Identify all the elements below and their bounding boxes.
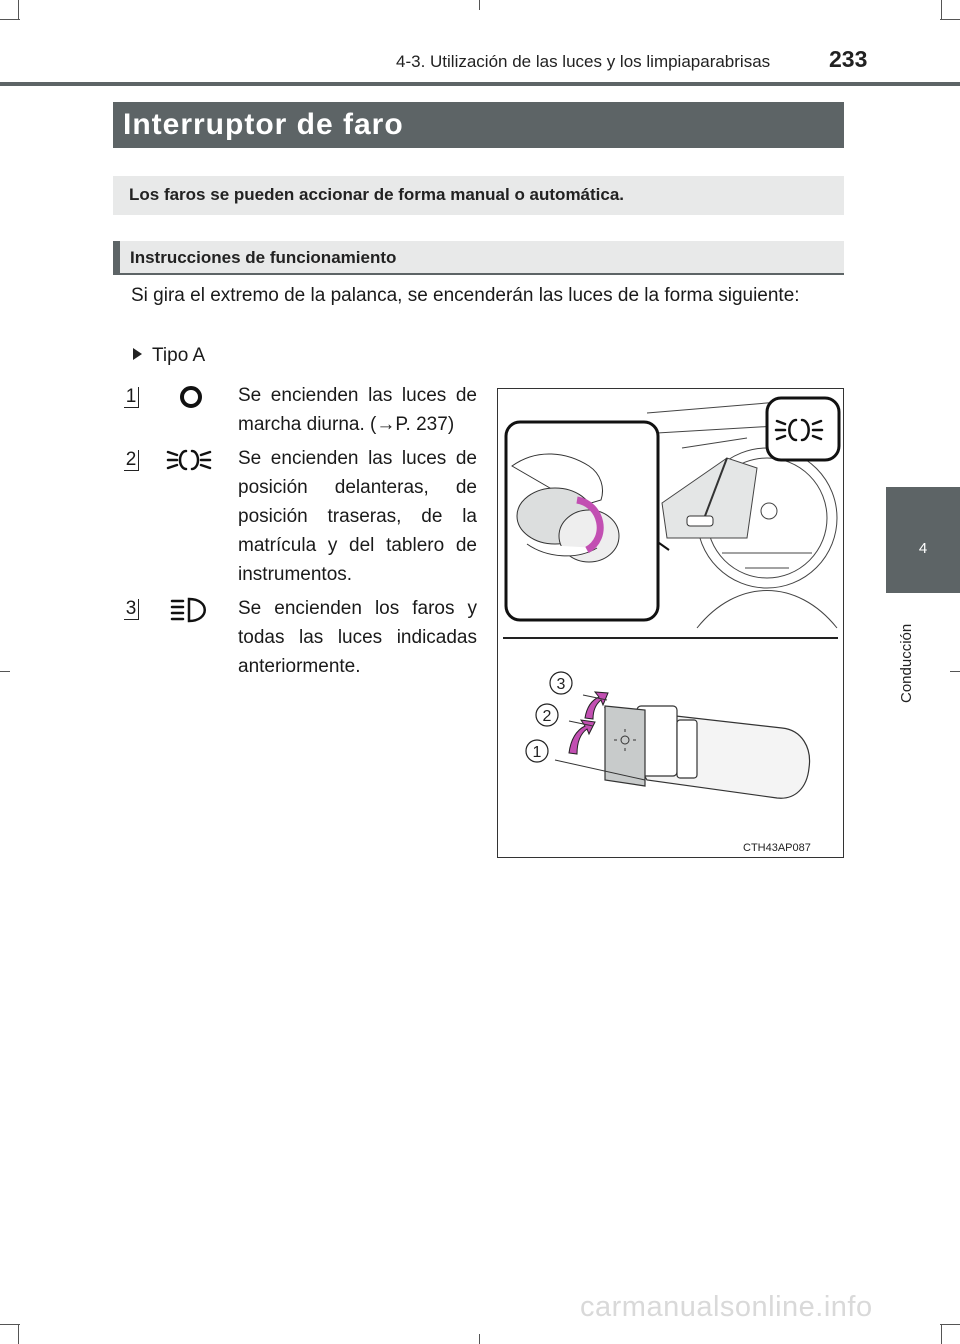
body-paragraph: Si gira el extremo de la palanca, se encenderán las luces de la forma siguiente: [131, 285, 800, 306]
position-lights-icon [166, 446, 212, 474]
intro-box [113, 176, 844, 215]
header-rule [0, 82, 960, 86]
subheading: Instrucciones de funcionamiento [130, 248, 397, 267]
crop-mark [940, 1324, 960, 1325]
chapter-number: 4 [918, 540, 928, 557]
headlight-switch-illustration [497, 388, 844, 858]
page-title-bar [113, 102, 844, 148]
crop-mark [18, 1324, 19, 1344]
item-description: Se encienden las luces de marcha diurna. (→P. 237) [238, 385, 477, 435]
crop-mark [940, 19, 960, 20]
item-description: Se encienden las luces de posición delanteras, de posición traseras, de la matrícula y del tablero de instrumentos. [238, 448, 477, 585]
type-label [133, 345, 205, 367]
crop-mark [0, 671, 10, 672]
crop-mark [18, 0, 19, 20]
triangle-bullet-icon [133, 348, 142, 360]
page-number: 233 [829, 46, 868, 72]
section-header: 4-3. Utilización de las luces y los limpiaparabrisas [396, 52, 771, 71]
chapter-name: Conducción [898, 623, 915, 703]
subheading-marker [113, 241, 120, 273]
intro-text: Los faros se pueden accionar de forma manual o automática. [129, 185, 625, 204]
callout-1: 1 [532, 744, 542, 761]
crop-mark [950, 671, 960, 672]
headlight-icon [170, 596, 210, 624]
callout-3: 3 [556, 676, 566, 693]
item-number: 3 [124, 599, 139, 620]
type-label-text: Tipo A [152, 345, 206, 366]
figure-code: CTH43AP087 [743, 842, 811, 854]
drl-icon [176, 384, 206, 410]
crop-mark [0, 1324, 20, 1325]
crop-mark [479, 0, 480, 10]
item-number: 1 [124, 387, 139, 408]
page-title: Interruptor de faro [123, 108, 404, 141]
watermark: carmanualsonline.info [580, 1291, 873, 1323]
crop-mark [479, 1334, 480, 1344]
subheading-bar [113, 241, 844, 275]
item-number: 2 [124, 450, 139, 471]
crop-mark [0, 19, 20, 20]
crop-mark [941, 1324, 942, 1344]
crop-mark [941, 0, 942, 20]
callout-2: 2 [542, 708, 552, 725]
chapter-label [895, 608, 915, 718]
item-description: Se encienden los faros y todas las luces indicadas anteriormente. [238, 598, 477, 677]
